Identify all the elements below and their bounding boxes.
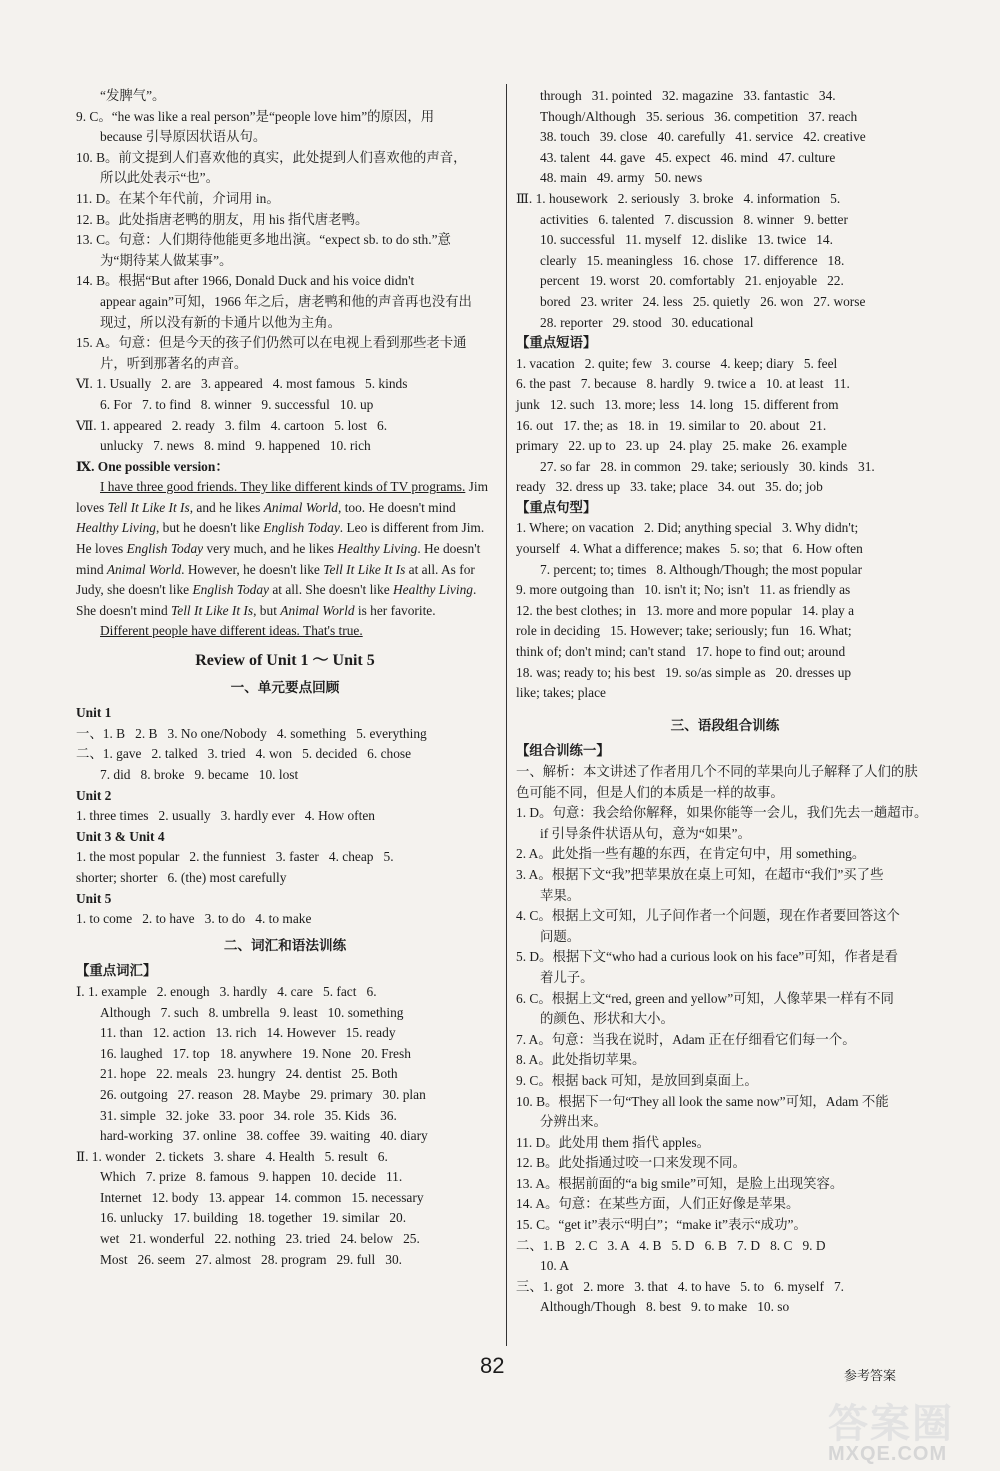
- answer-line: 7. did 8. broke 9. became 10. lost: [100, 767, 299, 782]
- answer-line: hard-working 37. online 38. coffee 39. waiting 40. diary: [100, 1128, 428, 1144]
- answer-line: 7. A。句意：当我在说时，Adam 正在仔细看它们每一个。: [516, 1031, 856, 1047]
- answer-line: 片，听到那著名的声音。: [100, 355, 248, 371]
- answer-line: 1. three times 2. usually 3. hardly ever 4. How often: [76, 808, 375, 824]
- answer-line: Most 26. seem 27. almost 28. program 29. full 30.: [100, 1251, 403, 1267]
- answer-line: 18. was; ready to; his best 19. so/as simple as 20. dresses up: [516, 664, 852, 680]
- answer-line: 14. A。句意：在某些方面，人们正好像是苹果。: [516, 1196, 800, 1212]
- answer-line: Internet 12. body 13. appear 14. common 15. necessary: [100, 1189, 424, 1205]
- answer-line: 13. C。句意：人们期待他能更多地出演。“expect sb. to do sth.”意: [76, 232, 451, 248]
- answer-line: 5. D。根据下文“who had a curious look on his face”可知，作者是看: [516, 949, 898, 965]
- answer-line: 12. B。此处指唐老鸭的朋友，用 his 指代唐老鸭。: [76, 211, 369, 227]
- answer-line: 16. unlucky 17. building 18. together 19. similar 20.: [100, 1210, 407, 1226]
- sample-essay: [76, 477, 494, 642]
- answer-line: 二、1. gave 2. talked 3. tried 4. won 5. decided 6. chose: [76, 746, 412, 762]
- answer-line: yourself 4. What a difference; makes 5. so; that 6. How often: [516, 541, 863, 557]
- answer-line: 4. C。根据上文可知，儿子问作者一个问题，现在作者要回答这个: [516, 908, 900, 924]
- answer-line: 48. main 49. army 50. news: [540, 170, 703, 186]
- answer-line: 9. C。“he was like a real person”是“people love him”的原因，用: [76, 108, 435, 124]
- essay-paragraph-2: Different people have different ideas. That's true.: [100, 623, 363, 639]
- answer-line: 二、1. B 2. C 3. A 4. B 5. D 6. B 7. D 8. C 9. D: [516, 1237, 826, 1253]
- answer-line: 11. D。在某个年代前，介词用 in。: [76, 190, 280, 206]
- answer-line: wet 21. wonderful 22. nothing 23. tried 24. below 25.: [100, 1231, 420, 1247]
- section-subheading: 【重点词汇】: [76, 963, 157, 979]
- section-3-title: 三、语段组合训练: [670, 717, 780, 733]
- answer-line: appear again”可知，1966 年之后，唐老鸭和他的声音再也没有出: [100, 293, 472, 309]
- answer-line: Although 7. such 8. umbrella 9. least 10. something: [100, 1004, 404, 1020]
- answer-line: ready 32. dress up 33. take; place 34. out 35. do; job: [516, 479, 823, 495]
- answer-line: 10. A: [540, 1258, 570, 1274]
- answer-line: bored 23. writer 24. less 25. quietly 26. won 27. worse: [540, 293, 866, 309]
- answer-line: 38. touch 39. close 40. carefully 41. service 42. creative: [540, 129, 866, 145]
- left-answers-block: [76, 86, 494, 477]
- answer-line: percent 19. worst 20. comfortably 21. enjoyable 22.: [540, 273, 844, 289]
- answer-line: 一、解析：本文讲述了作者用几个不同的苹果向儿子解释了人们的肤: [516, 764, 918, 779]
- answer-line: Ⅱ. 1. wonder 2. tickets 3. share 4. Health 5. result 6.: [76, 1148, 388, 1164]
- answer-line: clearly 15. meaningless 16. chose 17. difference 18.: [540, 252, 845, 268]
- answer-line: 15. C。“get it”表示“明白”；“make it”表示“成功”。: [516, 1217, 807, 1233]
- answer-line: 21. hope 22. meals 23. hungry 24. dentist 25. Both: [100, 1066, 398, 1082]
- answer-line: if 引导条件状语从句，意为“如果”。: [540, 825, 751, 841]
- section-subheading: Unit 5: [76, 890, 112, 906]
- answer-line: Although/Though 8. best 9. to make 10. so: [540, 1299, 790, 1315]
- answer-line: through 31. pointed 32. magazine 33. fantastic 34.: [540, 88, 836, 103]
- section-subheading: Unit 2: [76, 787, 112, 803]
- answer-line: unlucky 7. news 8. mind 9. happened 10. rich: [100, 438, 371, 454]
- section-subheading: 【组合训练一】: [516, 743, 610, 759]
- answer-line: 43. talent 44. gave 45. expect 46. mind 47. culture: [540, 149, 836, 165]
- answer-line: 的颜色、形状和大小。: [540, 1011, 674, 1027]
- answer-line: 10. B。根据下一句“They all look the same now”可知，Adam 不能: [516, 1093, 889, 1109]
- answer-line: think of; don't mind; can't stand 17. hope to find out; around: [516, 644, 846, 660]
- answer-line: role in deciding 15. However; take; seriously; fun 16. What;: [516, 623, 852, 639]
- answer-line: 问题。: [540, 928, 581, 944]
- vocab-grammar-block: [76, 961, 494, 1270]
- answer-line: 14. B。根据“But after 1966, Donald Duck and his voice didn't: [76, 273, 415, 289]
- answer-line: Ⅰ. 1. example 2. enough 3. hardly 4. care 5. fact 6.: [76, 983, 377, 999]
- section-1-title: 一、单元要点回顾: [230, 679, 340, 695]
- section-subheading: Unit 3 & Unit 4: [76, 828, 165, 844]
- answer-line: 三、1. got 2. more 3. that 4. to have 5. to 6. myself 7.: [516, 1278, 845, 1294]
- answer-line: 苹果。: [540, 887, 581, 903]
- answer-line: 所以此处表示“也”。: [100, 170, 220, 186]
- answer-line: 9. more outgoing than 10. isn't it; No; isn't 11. as friendly as: [516, 582, 851, 598]
- section-subheading: Ⅸ. One possible version：: [76, 458, 229, 474]
- answer-line: 15. A。句意：但是今天的孩子们仍然可以在电视上看到那些老卡通: [76, 335, 467, 351]
- watermark-text: 答案圈: [828, 1402, 954, 1446]
- answer-line: 2. A。此处指一些有趣的东西，在肯定句中，用 something。: [516, 846, 866, 862]
- answer-line: 27. so far 28. in common 29. take; seriously 30. kinds 31.: [540, 458, 875, 474]
- answer-line: Ⅲ. 1. housework 2. seriously 3. broke 4. information 5.: [516, 190, 841, 206]
- answer-line: 16. laughed 17. top 18. anywhere 19. None 20. Fresh: [100, 1045, 411, 1061]
- answer-line: 6. For 7. to find 8. winner 9. successful 10. up: [100, 396, 374, 412]
- answer-line: 8. A。此处指切苹果。: [516, 1052, 646, 1068]
- answer-line: 1. vacation 2. quite; few 3. course 4. keep; diary 5. feel: [516, 355, 838, 371]
- answer-line: 3. A。根据下文“我”把苹果放在桌上可知，在超市“我们”买了些: [516, 866, 884, 882]
- answer-line: 13. A。根据前面的“a big smile”可知，是脸上出现笑容。: [516, 1175, 844, 1191]
- answer-line: 31. simple 32. joke 33. poor 34. role 35. Kids 36.: [100, 1107, 397, 1123]
- section-subheading: Unit 1: [76, 705, 112, 721]
- answer-line: Ⅶ. 1. appeared 2. ready 3. film 4. cartoon 5. lost 6.: [76, 417, 388, 433]
- answer-line: 12. the best clothes; in 13. more and more popular 14. play a: [516, 602, 855, 618]
- answer-line: 为“期待某人做某事”。: [100, 252, 233, 268]
- answer-line: 16. out 17. the; as 18. in 19. similar to 20. about 21.: [516, 417, 827, 433]
- answer-line: 9. C。根据 back 可知，是放回到桌面上。: [516, 1072, 758, 1088]
- passage-training-block: [516, 741, 934, 1318]
- answer-line: 一、1. B 2. B 3. No one/Nobody 4. something 5. everything: [76, 725, 427, 741]
- right-answers-block: [516, 86, 934, 704]
- page-number: 82: [480, 1353, 505, 1378]
- answer-line: 10. B。前文提到人们喜欢他的真实，此处提到人们喜欢他的声音，: [76, 149, 467, 165]
- answer-line: 6. the past 7. because 8. hardly 9. twice a 10. at least 11.: [516, 376, 850, 392]
- answer-line: like; takes; place: [516, 685, 606, 701]
- answer-line: Though/Although 35. serious 36. competition 37. reach: [540, 108, 858, 124]
- review-title: Review of Unit 1 ～ Unit 5: [195, 652, 375, 670]
- unit-review-block: [76, 703, 494, 930]
- answer-line: activities 6. talented 7. discussion 8. winner 9. better: [540, 211, 848, 227]
- left-column: [76, 86, 494, 1270]
- answer-line: junk 12. such 13. more; less 14. long 15. different from: [516, 396, 839, 412]
- watermark-logo: [828, 1392, 958, 1465]
- answer-line: 色可能不同，但是人们的本质是一样的故事。: [516, 784, 784, 800]
- answer-line: 11. D。此处用 them 指代 apples。: [516, 1134, 711, 1150]
- answer-line: because 引导原因状语从句。: [100, 129, 267, 145]
- essay-topic-sentence: I have three good friends. They like different kinds of TV programs.: [100, 479, 466, 495]
- footer-label: 参考答案: [844, 1368, 897, 1383]
- answer-line: 1. the most popular 2. the funniest 3. faster 4. cheap 5.: [76, 849, 394, 865]
- answer-line: 分辨出来。: [540, 1114, 607, 1130]
- right-column: [516, 86, 934, 1318]
- section-subheading: 【重点句型】: [516, 499, 597, 515]
- answer-line: 11. than 12. action 13. rich 14. However 15. ready: [100, 1025, 396, 1041]
- answer-line: 26. outgoing 27. reason 28. Maybe 29. primary 30. plan: [100, 1086, 426, 1102]
- answer-line: 10. successful 11. myself 12. dislike 13. twice 14.: [540, 232, 833, 248]
- column-divider: [506, 84, 507, 1346]
- answer-line: “发脾气”。: [100, 88, 166, 103]
- answer-line: 7. percent; to; times 8. Although/Though; the most popular: [540, 561, 863, 577]
- answer-line: 28. reporter 29. stood 30. educational: [540, 314, 754, 330]
- answer-line: 12. B。此处指通过咬一口来发现不同。: [516, 1155, 746, 1171]
- answer-line: Which 7. prize 8. famous 9. happen 10. decide 11.: [100, 1169, 403, 1185]
- answer-line: 1. Where; on vacation 2. Did; anything special 3. Why didn't;: [516, 520, 859, 536]
- answer-line: 6. C。根据上文“red, green and yellow”可知，人像苹果一样有不同: [516, 990, 894, 1006]
- answer-line: 着儿子。: [540, 969, 594, 985]
- watermark-url: MXQE.COM: [828, 1443, 948, 1465]
- answer-line: Ⅵ. 1. Usually 2. are 3. appeared 4. most famous 5. kinds: [76, 376, 408, 392]
- answer-line: shorter; shorter 6. (the) most carefully: [76, 869, 287, 885]
- answer-line: primary 22. up to 23. up 24. play 25. make 26. example: [516, 438, 847, 454]
- section-2-title: 二、词汇和语法训练: [223, 937, 347, 953]
- answer-line: 现过，所以没有新的卡通片以他为主角。: [100, 314, 342, 330]
- essay-paragraph-1: I have three good friends. They like different kinds of TV programs. Jim loves Tell It Like It Is, and he likes Animal World, too. He doesn't mind Healthy Living, but he doesn't like English Today. Leo is different from Jim. He loves English Today very much, and he likes Healthy Living. He doesn't mind Animal World. However, he doesn't like Tell It Like It Is at all. As for Judy, she doesn't like English Today at all. She doesn't like Healthy Living. She doesn't mind Tell It Like It Is, but Animal World is her favorite.: [76, 479, 492, 618]
- answer-line: 1. to come 2. to have 3. to do 4. to make: [76, 911, 312, 927]
- section-subheading: 【重点短语】: [516, 335, 597, 351]
- answer-line: 1. D。句意：我会给你解释，如果你能等一会儿，我们先去一趟超市。: [516, 805, 928, 821]
